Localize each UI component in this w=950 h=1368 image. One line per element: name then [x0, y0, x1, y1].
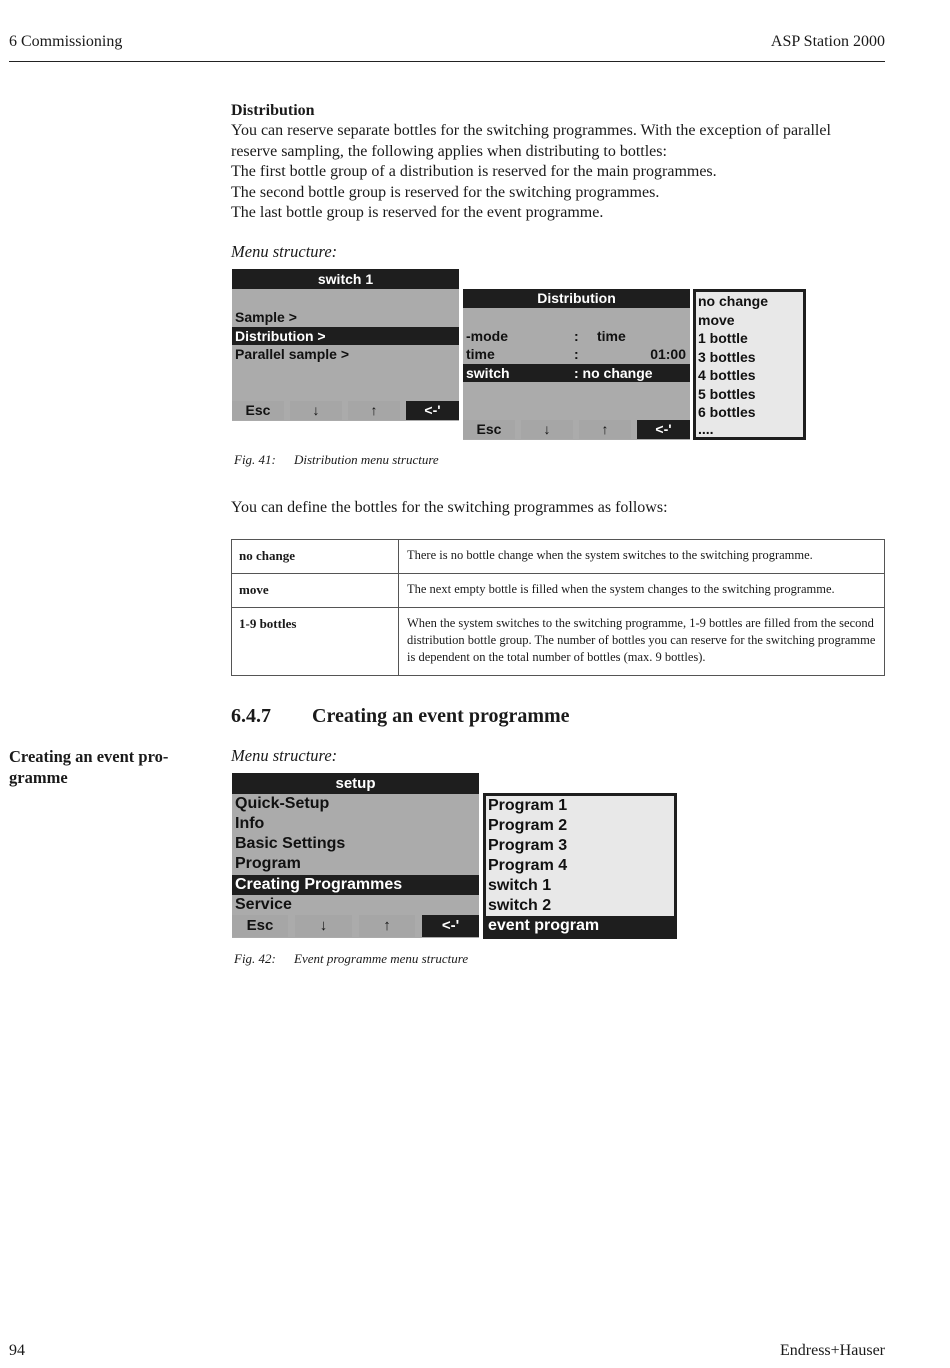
row-label: -mode	[466, 328, 508, 344]
row-label: switch	[466, 365, 510, 381]
menu-structure-label: Menu structure:	[231, 242, 338, 261]
table-row	[232, 608, 885, 676]
panel-title: switch 1	[232, 269, 459, 289]
panel-body	[232, 794, 479, 938]
panel-body	[463, 308, 690, 440]
figure-number: Fig. 42:	[234, 951, 276, 966]
menu-item-creating-programmes[interactable]: Creating Programmes	[232, 875, 479, 895]
paragraph-line: The last bottle group is reserved for the event programme.	[231, 204, 604, 221]
list-item-program-1[interactable]: Program 1	[488, 797, 568, 814]
switch-options-table	[231, 539, 885, 676]
enter-button[interactable]: <-'	[637, 420, 690, 439]
switch-options-list	[693, 289, 806, 440]
table-row	[232, 540, 885, 574]
header-rule	[9, 61, 885, 62]
arrow-down-icon[interactable]: ↓	[295, 915, 352, 937]
list-item-program-3[interactable]: Program 3	[488, 837, 568, 854]
table-value: The next empty bottle is filled when the system changes to the switching programme.	[399, 574, 885, 608]
menu-item-info[interactable]: Info	[235, 815, 265, 832]
option-3-bottles[interactable]: 3 bottles	[698, 348, 756, 365]
footer-brand: Endress+Hauser	[780, 1342, 885, 1359]
section-number: 6.4.7	[231, 705, 271, 727]
table-key: 1-9 bottles	[232, 608, 399, 676]
menu-structure-label: Menu structure:	[231, 746, 338, 765]
option-1-bottle[interactable]: 1 bottle	[698, 330, 748, 346]
arrow-down-icon[interactable]: ↓	[521, 420, 573, 439]
margin-note-line: Creating an event pro-	[9, 747, 169, 766]
option-4-bottles[interactable]: 4 bottles	[698, 367, 756, 383]
figure-number: Fig. 41:	[234, 452, 276, 467]
margin-note-line: gramme	[9, 768, 68, 787]
page-number: 94	[9, 1342, 25, 1359]
running-header-chapter: 6 Commissioning	[9, 33, 123, 50]
define-bottles-text: You can define the bottles for the switching programmes as follows:	[231, 499, 668, 516]
row-value: time	[597, 328, 626, 344]
esc-button[interactable]: Esc	[463, 420, 515, 439]
option-6-bottles[interactable]: 6 bottles	[698, 404, 756, 420]
option-no-change[interactable]: no change	[698, 293, 769, 309]
list-item-switch-1[interactable]: switch 1	[488, 877, 552, 894]
arrow-up-icon[interactable]: ↑	[359, 915, 415, 937]
row-value: 01:00	[650, 346, 686, 362]
paragraph-line: The second bottle group is reserved for the switching programmes.	[231, 183, 660, 201]
esc-button[interactable]: Esc	[232, 915, 288, 937]
table-key: move	[232, 574, 399, 608]
table-row	[232, 574, 885, 608]
list-item-program-4[interactable]: Program 4	[488, 857, 568, 874]
figure-41-caption	[234, 452, 439, 468]
menu-item-quick-setup[interactable]: Quick-Setup	[235, 795, 330, 812]
switch-row[interactable]	[463, 364, 690, 382]
table-value: There is no bottle change when the system switches to the switching programme.	[399, 540, 885, 574]
paragraph-line: The first bottle group of a distribution is reserved for the main programmes.	[231, 163, 717, 180]
enter-button[interactable]: <-'	[406, 401, 459, 420]
table-value: When the system switches to the switching programme, 1-9 bottles are filled from the second distribution bottle group. The number of bottles you can reserve for the switching programme is dependent on the total number of bottles (max. 9 bottles).	[399, 608, 885, 676]
programme-list	[483, 793, 677, 939]
panel-title: setup	[232, 773, 479, 794]
running-header-product: ASP Station 2000	[770, 33, 885, 50]
row-label: time	[466, 346, 495, 362]
arrow-down-icon[interactable]: ↓	[290, 401, 342, 420]
figure-42-caption	[234, 951, 468, 967]
option-move[interactable]: move	[698, 311, 735, 328]
panel-body	[232, 289, 459, 421]
option-more[interactable]: ....	[698, 420, 714, 437]
figure-caption-text: Distribution menu structure	[294, 452, 439, 467]
time-row[interactable]	[463, 345, 690, 363]
paragraph-line: reserve sampling, the following applies when distributing to bottles:	[231, 142, 667, 160]
panel-title: Distribution	[463, 289, 690, 308]
arrow-up-icon[interactable]: ↑	[579, 420, 631, 439]
menu-item-program[interactable]: Program	[235, 855, 301, 872]
enter-button[interactable]: <-'	[422, 915, 479, 937]
row-separator: :	[574, 346, 579, 362]
list-item-program-2[interactable]: Program 2	[488, 817, 568, 834]
figure-caption-text: Event programme menu structure	[294, 951, 469, 966]
distribution-paragraph	[231, 121, 831, 224]
switch-1-menu-panel	[232, 269, 459, 421]
menu-item-sample[interactable]: Sample >	[235, 309, 297, 325]
paragraph-line: You can reserve separate bottles for the switching programmes. With the exception of parallel	[231, 122, 831, 139]
menu-item-parallel-sample[interactable]: Parallel sample >	[235, 346, 350, 362]
row-value: : no change	[574, 365, 653, 381]
section-title: Creating an event programme	[312, 705, 570, 727]
list-item-event-program[interactable]: event program	[486, 916, 674, 936]
option-5-bottles[interactable]: 5 bottles	[698, 385, 756, 402]
setup-menu-panel	[232, 773, 479, 938]
menu-item-distribution[interactable]: Distribution >	[232, 327, 459, 345]
margin-note	[9, 746, 168, 788]
menu-item-service[interactable]: Service	[235, 896, 292, 913]
distribution-heading: Distribution	[231, 102, 315, 119]
arrow-up-icon[interactable]: ↑	[348, 401, 400, 420]
distribution-menu-panel	[463, 289, 690, 440]
menu-item-basic-settings[interactable]: Basic Settings	[235, 835, 346, 852]
row-separator: :	[574, 328, 579, 344]
esc-button[interactable]: Esc	[232, 401, 284, 420]
mode-row[interactable]	[463, 327, 690, 345]
list-item-switch-2[interactable]: switch 2	[488, 897, 552, 914]
table-key: no change	[232, 540, 399, 574]
